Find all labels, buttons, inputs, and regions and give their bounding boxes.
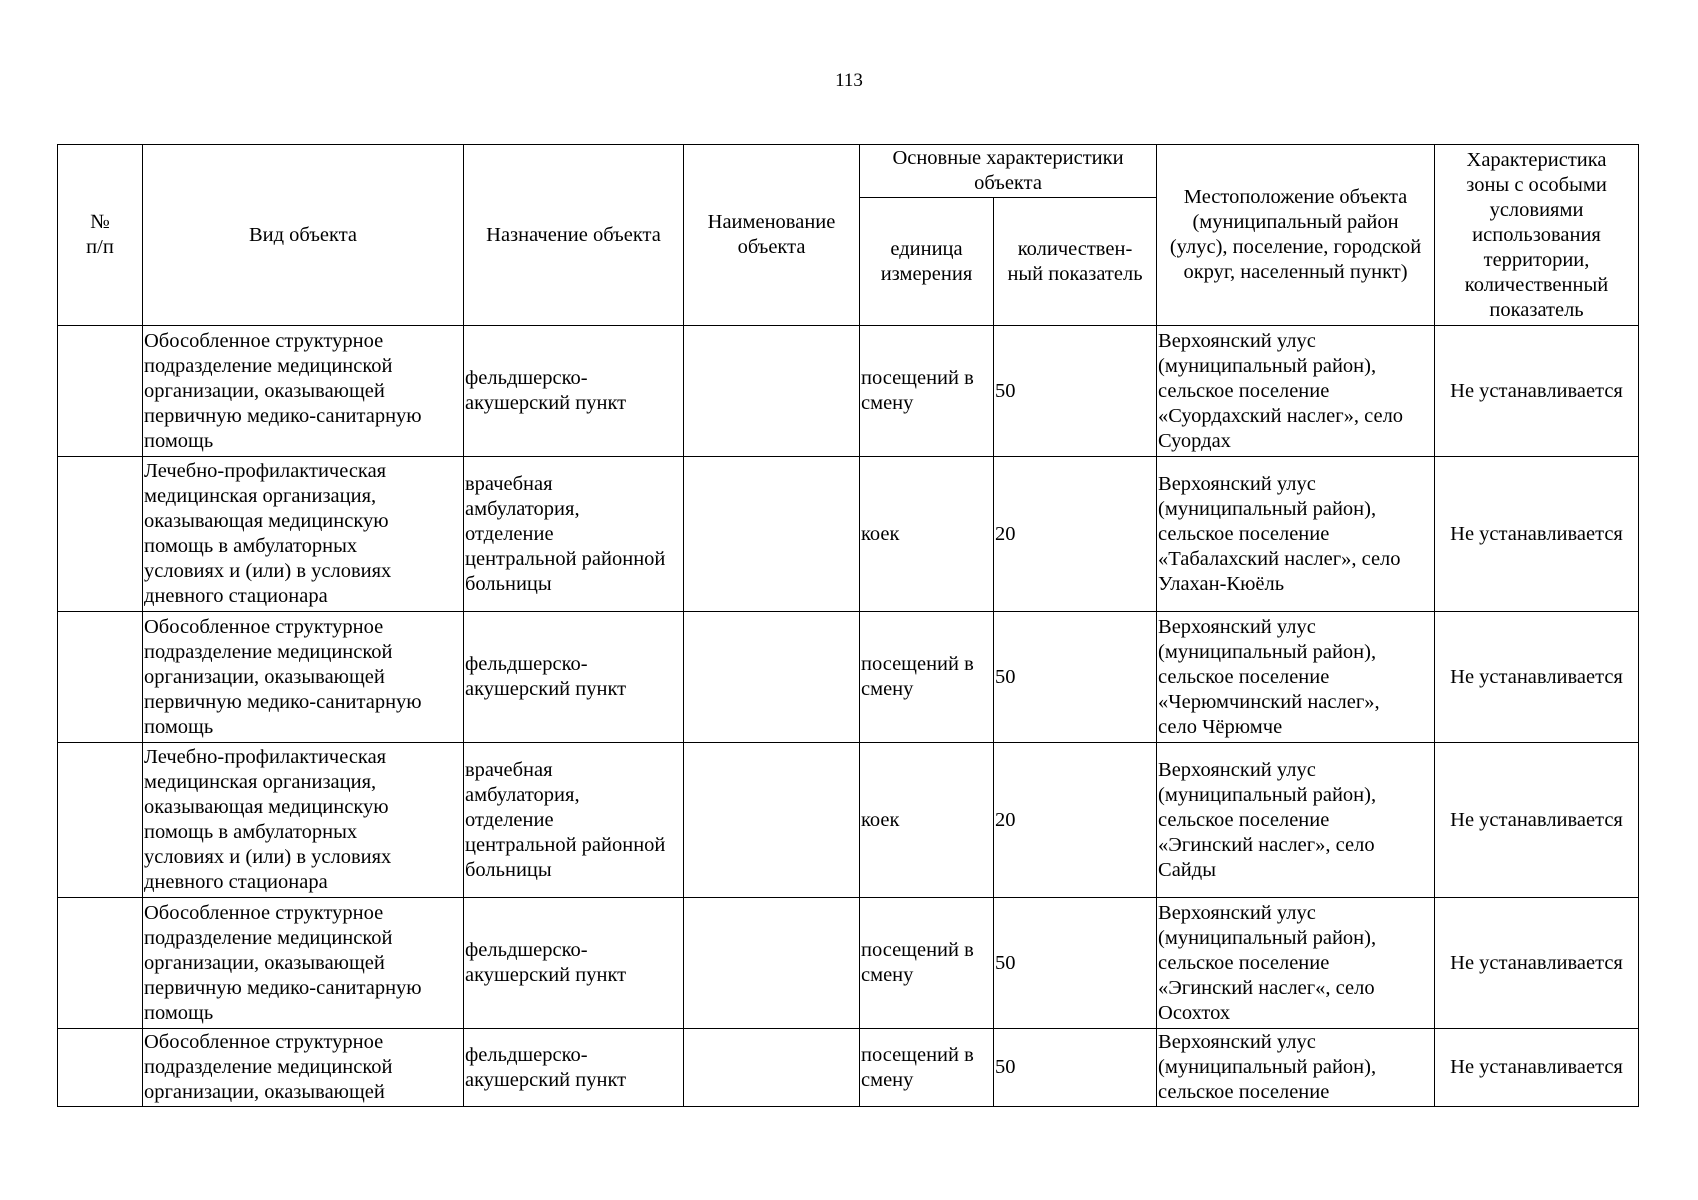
cell-quantity: 50 — [994, 612, 1157, 743]
objects-table — [57, 144, 1639, 1107]
header-unit: единица измерения — [860, 198, 994, 326]
cell-location: Верхоянский улус (муниципальный район), сельское поселение «Черюмчинский наслег», село Чёрюмче — [1157, 612, 1435, 743]
cell-location: Верхоянский улус (муниципальный район), сельское поселение «Эгинский наслег», село Сайды — [1157, 743, 1435, 898]
cell-num — [58, 326, 143, 457]
cell-object-purpose: врачебная амбулатория, отделение центральной районной больницы — [464, 457, 684, 612]
header-object-purpose: Назначение объекта — [464, 145, 684, 326]
table-row — [58, 326, 1639, 457]
header-location: Местоположение объекта (муниципальный район (улус), поселение, городской округ, населенный пункт) — [1157, 145, 1435, 326]
header-main-characteristics: Основные характеристики объекта — [860, 145, 1157, 198]
table-header — [58, 145, 1639, 326]
cell-quantity: 50 — [994, 326, 1157, 457]
header-quantity: количествен- ный показатель — [994, 198, 1157, 326]
cell-location: Верхоянский улус (муниципальный район), сельское поселение «Эгинский наслег«, село Осохтох — [1157, 898, 1435, 1029]
cell-zone: Не устанавливается — [1435, 612, 1639, 743]
cell-num — [58, 743, 143, 898]
cell-object-name — [684, 743, 860, 898]
cell-object-purpose: фельдшерско- акушерский пункт — [464, 326, 684, 457]
cell-unit: посещений в смену — [860, 1029, 994, 1107]
cell-object-type: Лечебно-профилактическая медицинская организация, оказывающая медицинскую помощь в амбулаторных условиях и (или) в условиях дневного стационара — [143, 457, 464, 612]
table-row — [58, 743, 1639, 898]
cell-num — [58, 898, 143, 1029]
cell-location: Верхоянский улус (муниципальный район), сельское поселение «Табалахский наслег», село Улахан-Кюёль — [1157, 457, 1435, 612]
cell-num — [58, 457, 143, 612]
cell-object-name — [684, 326, 860, 457]
table-row — [58, 457, 1639, 612]
cell-zone: Не устанавливается — [1435, 326, 1639, 457]
cell-object-type: Обособленное структурное подразделение медицинской организации, оказывающей первичную медико-санитарную помощь — [143, 898, 464, 1029]
cell-zone: Не устанавливается — [1435, 898, 1639, 1029]
cell-unit: коек — [860, 743, 994, 898]
cell-zone: Не устанавливается — [1435, 743, 1639, 898]
cell-quantity: 20 — [994, 457, 1157, 612]
cell-object-type: Обособленное структурное подразделение медицинской организации, оказывающей первичную медико-санитарную помощь — [143, 612, 464, 743]
cell-object-name — [684, 898, 860, 1029]
cell-object-name — [684, 612, 860, 743]
cell-location: Верхоянский улус (муниципальный район), сельское поселение «Суордахский наслег», село Суордах — [1157, 326, 1435, 457]
cell-zone: Не устанавливается — [1435, 1029, 1639, 1107]
cell-num — [58, 612, 143, 743]
cell-unit: посещений в смену — [860, 612, 994, 743]
cell-object-name — [684, 1029, 860, 1107]
cell-object-purpose: фельдшерско- акушерский пункт — [464, 1029, 684, 1107]
page-number: 113 — [835, 70, 863, 91]
table-row — [58, 898, 1639, 1029]
header-num: № п/п — [58, 145, 143, 326]
cell-quantity: 20 — [994, 743, 1157, 898]
cell-num — [58, 1029, 143, 1107]
header-object-name: Наименование объекта — [684, 145, 860, 326]
cell-quantity: 50 — [994, 1029, 1157, 1107]
cell-object-name — [684, 457, 860, 612]
cell-object-type: Лечебно-профилактическая медицинская организация, оказывающая медицинскую помощь в амбулаторных условиях и (или) в условиях дневного стационара — [143, 743, 464, 898]
cell-object-purpose: фельдшерско- акушерский пункт — [464, 612, 684, 743]
cell-zone: Не устанавливается — [1435, 457, 1639, 612]
cell-location: Верхоянский улус (муниципальный район), сельское поселение — [1157, 1029, 1435, 1107]
table-row — [58, 1029, 1639, 1107]
header-zone: Характеристика зоны с особыми условиями использования территории, количественный показатель — [1435, 145, 1639, 326]
header-object-type: Вид объекта — [143, 145, 464, 326]
table-row — [58, 612, 1639, 743]
cell-unit: посещений в смену — [860, 898, 994, 1029]
cell-unit: посещений в смену — [860, 326, 994, 457]
cell-object-type: Обособленное структурное подразделение медицинской организации, оказывающей первичную медико-санитарную помощь — [143, 326, 464, 457]
cell-object-purpose: врачебная амбулатория, отделение центральной районной больницы — [464, 743, 684, 898]
cell-quantity: 50 — [994, 898, 1157, 1029]
cell-object-type: Обособленное структурное подразделение медицинской организации, оказывающей — [143, 1029, 464, 1107]
cell-object-purpose: фельдшерско- акушерский пункт — [464, 898, 684, 1029]
table-body — [58, 326, 1639, 1107]
cell-unit: коек — [860, 457, 994, 612]
